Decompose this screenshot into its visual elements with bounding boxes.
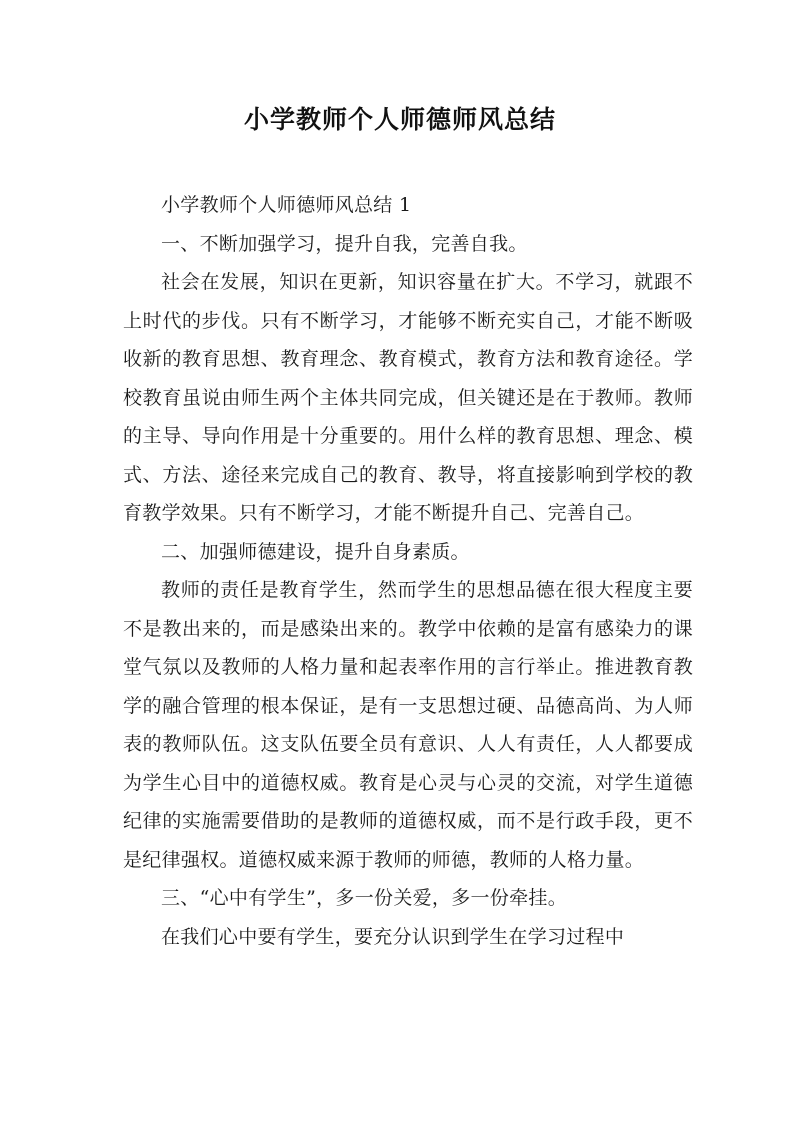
document-body: [123, 186, 693, 956]
section-subtitle: 小学教师个人师德师风总结 1: [161, 194, 412, 216]
paragraph-2: 教师的责任是教育学生，然而学生的思想品德在很大程度主要不是教出来的，而是感染出来的。教学中依赖的是富有感染力的课堂气氛以及教师的人格力量和起表率作用的言行举止。推进教育教学的融合管理的根本保证，是有一支思想过硬、品德高尚、为人师表的教师队伍。这支队伍要全员有意识、人人有责任，人人都要成为学生心目中的道德权威。教育是心灵与心灵的交流，对学生道德纪律的实施需要借助的是教师的道德权威，而不是行政手段，更不是纪律强权。道德权威来源于教师的师德，教师的人格力量。: [123, 579, 693, 871]
heading-1: 一、不断加强学习，提升自我，完善自我。: [161, 232, 528, 255]
paragraph-1: 社会在发展，知识在更新，知识容量在扩大。不学习，就跟不上时代的步伐。只有不断学习，才能够不断充实自己，才能不断吸收新的教育思想、教育理念、教育模式，教育方法和教育途径。学校教育虽说由师生两个主体共同完成，但关键还是在于教师。教师的主导、导向作用是十分重要的。用什么样的教育思想、理念、模式、方法、途径来完成自己的教育、教导，将直接影响到学校的教育教学效果。只有不断学习，才能不断提升自己、完善自己。: [123, 271, 693, 524]
heading-3: 三、“心中有学生”，多一份关爱，多一份牵挂。: [161, 887, 568, 909]
paragraph-3: 在我们心中要有学生，要充分认识到学生在学习过程中: [161, 925, 625, 948]
document-title: 小学教师个人师德师风总结: [243, 105, 556, 134]
heading-2: 二、加强师德建设，提升自身素质。: [161, 540, 470, 563]
